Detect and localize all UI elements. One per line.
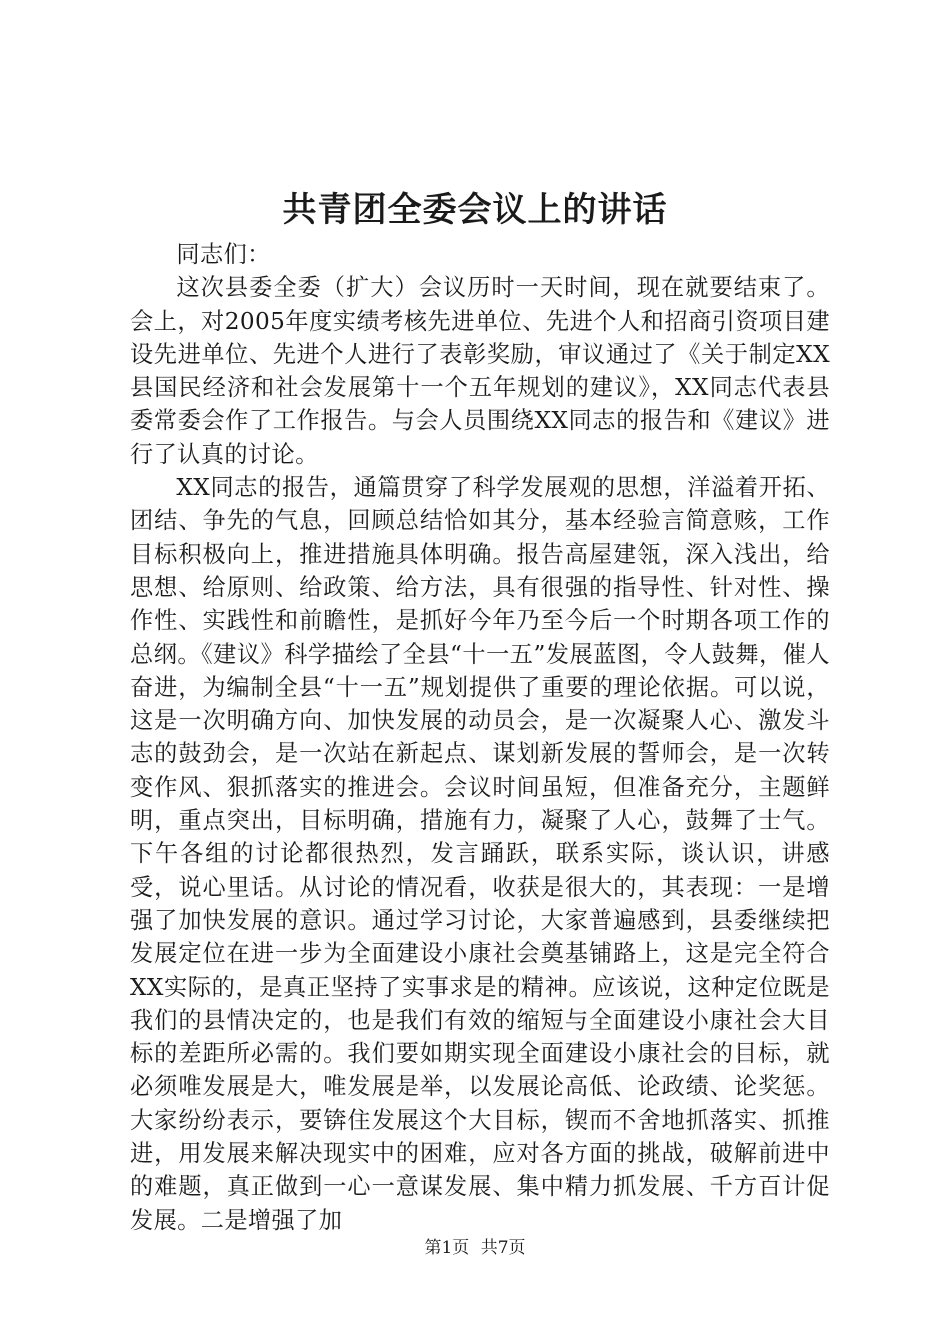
greeting: 同志们： — [176, 241, 271, 268]
document-body — [130, 238, 830, 1237]
page-number: 第1页 — [424, 1238, 470, 1258]
page-footer — [0, 1236, 950, 1260]
page-title: 共青团全委会议上的讲话 — [282, 190, 668, 230]
paragraph: XX同志的报告，通篇贯穿了科学发展观的思想，洋溢着开拓、团结、争先的气息，回顾总结恰如其分，基本经验言简意赅，工作目标积极向上，推进措施具体明确。报告高屋建瓴，深入浅出，给思想、给原则、给政策、给方法，具有很强的指导性、针对性、操作性、实践性和前瞻性，是抓好今年乃至今后一个时期各项工作的总纲。《建议》科学描绘了全县“十一五”发展蓝图，令人鼓舞，催人奋进，为编制全县“十一五”规划提供了重要的理论依据。可以说，这是一次明确方向、加快发展的动员会，是一次凝聚人心、激发斗志的鼓劲会，是一次站在新起点、谋划新发展的誓师会，是一次转变作风、狠抓落实的推进会。会议时间虽短，但准备充分，主题鲜明，重点突出，目标明确，措施有力，凝聚了人心，鼓舞了士气。下午各组的讨论都很热烈，发言踊跃，联系实际，谈认识，讲感受，说心里话。从讨论的情况看，收获是很大的，其表现：一是增强了加快发展的意识。通过学习讨论，大家普遍感到，县委继续把发展定位在进一步为全面建设小康社会奠基铺路上，这是完全符合XX实际的，是真正坚持了实事求是的精神。应该说，这种定位既是我们的县情决定的，也是我们有效的缩短与全面建设小康社会大目标的差距所必需的。我们要如期实现全面建设小康社会的目标，就必须唯发展是大，唯发展是举，以发展论高低、论政绩、论奖惩。大家纷纷表示，要锛住发展这个大目标，锲而不舍地抓落实、抓推进，用发展来解决现实中的困难，应对各方面的挑战，破解前进中的难题，真正做到一心一意谋发展、集中精力抓发展、千方百计促发展。二是增强了加 — [130, 474, 830, 1234]
paragraph: 这次县委全委（扩大）会议历时一天时间，现在就要结束了。会上，对2005年度实绩考核先进单位、先进个人和招商引资项目建设先进单位、先进个人进行了表彰奖励，审议通过了《关于制定XX县国民经济和社会发展第十一个五年规划的建议》，XX同志代表县委常委会作了工作报告。与会人员围绕XX同志的报告和《建议》进行了认真的讨论。 — [130, 274, 830, 468]
page-total: 共7页 — [480, 1238, 526, 1258]
